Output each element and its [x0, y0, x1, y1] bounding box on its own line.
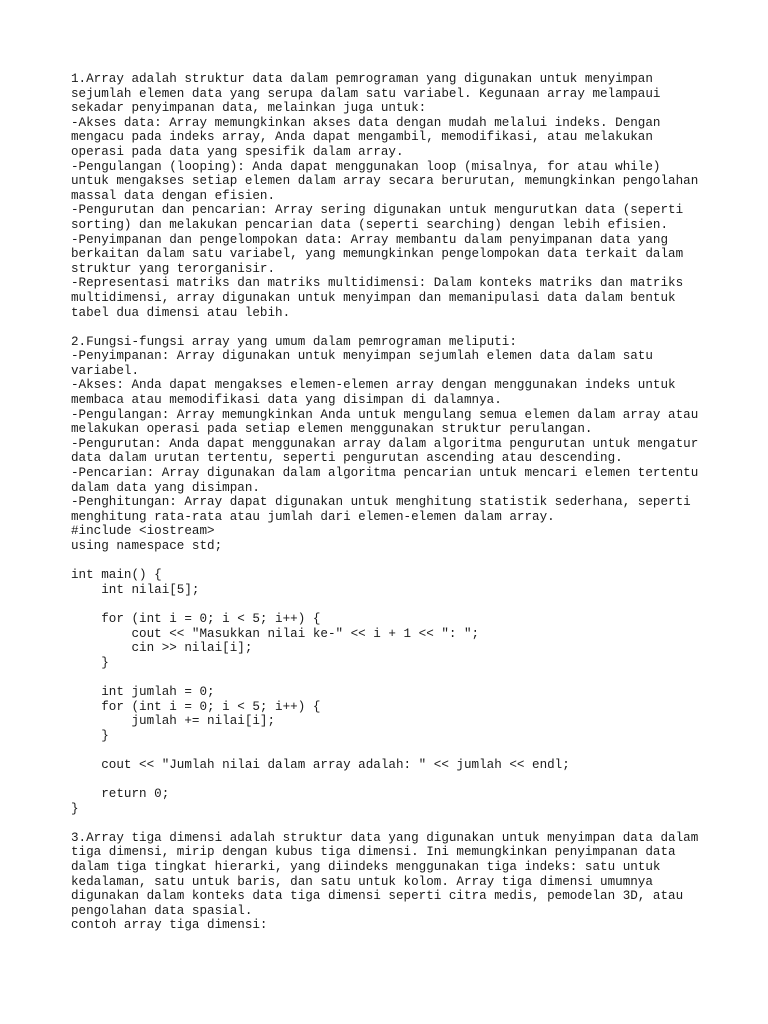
- text-line: cout << "Masukkan nilai ke-" << i + 1 << ": ";: [71, 626, 480, 641]
- text-line: int jumlah = 0;: [71, 684, 215, 699]
- document-page: [71, 72, 711, 933]
- text-line: pengolahan data spasial.: [71, 903, 253, 918]
- text-line: -Penyimpanan: Array digunakan untuk menyimpan sejumlah elemen data dalam satu: [71, 349, 653, 364]
- text-line: [71, 773, 711, 788]
- text-line: [71, 743, 711, 758]
- text-line: for (int i = 0; i < 5; i++) {: [71, 699, 321, 714]
- text-line: for (int i = 0; i < 5; i++) {: [71, 611, 321, 626]
- text-line: variabel.: [71, 363, 140, 378]
- text-line: multidimensi, array digunakan untuk menyimpan dan memanipulasi data dalam bentuk: [71, 290, 676, 305]
- text-line: [71, 670, 711, 685]
- text-line: -Pengulangan: Array memungkinkan Anda untuk mengulang semua elemen dalam array atau: [71, 407, 699, 422]
- text-line: membaca atau memodifikasi data yang disimpan di dalamnya.: [71, 393, 502, 408]
- text-line: sejumlah elemen data yang serupa dalam satu variabel. Kegunaan array melampaui: [71, 86, 661, 101]
- text-line: -Pengurutan dan pencarian: Array sering digunakan untuk mengurutkan data (seperti: [71, 203, 684, 218]
- text-line: 2.Fungsi-fungsi array yang umum dalam pemrograman meliputi:: [71, 334, 517, 349]
- text-line: sorting) dan melakukan pencarian data (seperti searching) dengan lebih efisien.: [71, 217, 669, 232]
- text-line: 1.Array adalah struktur data dalam pemrograman yang digunakan untuk menyimpan: [71, 72, 653, 86]
- text-line: [71, 320, 711, 335]
- text-line: struktur yang terorganisir.: [71, 261, 276, 276]
- text-line: return 0;: [71, 787, 170, 802]
- text-line: melakukan operasi pada setiap elemen menggunakan struktur perulangan.: [71, 422, 593, 437]
- text-line: operasi pada data yang spesifik dalam array.: [71, 144, 404, 159]
- text-line: dalam tiga tingkat hierarki, yang diindeks menggunakan tiga indeks: satu untuk: [71, 860, 661, 875]
- text-line: using namespace std;: [71, 539, 223, 553]
- text-line: -Pencarian: Array digunakan dalam algoritma pencarian untuk mencari elemen tertentu: [71, 466, 699, 481]
- text-line: contoh array tiga dimensi:: [71, 918, 268, 933]
- text-line: int nilai[5];: [71, 582, 200, 597]
- text-line: -Pengulangan (looping): Anda dapat menggunakan loop (misalnya, for atau while): [71, 159, 661, 174]
- text-line: cin >> nilai[i];: [71, 641, 253, 656]
- text-line: cout << "Jumlah nilai dalam array adalah: " << jumlah << endl;: [71, 757, 570, 772]
- text-line: massal data dengan efisien.: [71, 188, 276, 203]
- text-line: jumlah += nilai[i];: [71, 714, 276, 729]
- text-line: sekadar penyimpanan data, melainkan juga untuk:: [71, 101, 427, 116]
- text-line: kedalaman, satu untuk baris, dan satu untuk kolom. Array tiga dimensi umumnya: [71, 874, 653, 889]
- text-line: -Akses data: Array memungkinkan akses data dengan mudah melalui indeks. Dengan: [71, 115, 661, 130]
- text-line: menghitung rata-rata atau jumlah dari elemen-elemen dalam array.: [71, 509, 555, 524]
- text-line: digunakan dalam konteks data tiga dimensi seperti citra medis, pemodelan 3D, atau: [71, 889, 684, 904]
- text-line: -Representasi matriks dan matriks multidimensi: Dalam konteks matriks dan matriks: [71, 276, 684, 291]
- text-line: }: [71, 728, 109, 743]
- text-line: -Penghitungan: Array dapat digunakan untuk menghitung statistik sederhana, seperti: [71, 495, 691, 510]
- text-line: [71, 597, 711, 612]
- text-line: 3.Array tiga dimensi adalah struktur data yang digunakan untuk menyimpan data dalam: [71, 830, 699, 845]
- text-line: -Penyimpanan dan pengelompokan data: Array membantu dalam penyimpanan data yang: [71, 232, 669, 247]
- text-line: #include <iostream>: [71, 524, 215, 539]
- text-line: [71, 816, 711, 831]
- text-line: mengacu pada indeks array, Anda dapat mengambil, memodifikasi, atau melakukan: [71, 130, 653, 145]
- text-line: -Akses: Anda dapat mengakses elemen-elemen array dengan menggunakan indeks untuk: [71, 378, 676, 393]
- text-line: data dalam urutan tertentu, seperti pengurutan ascending atau descending.: [71, 451, 623, 466]
- text-line: }: [71, 801, 79, 816]
- text-line: [71, 554, 711, 569]
- text-line: int main() {: [71, 568, 162, 583]
- text-line: tabel dua dimensi atau lebih.: [71, 305, 291, 320]
- text-line: berkaitan dalam satu variabel, yang memungkinkan pengelompokan data terkait dalam: [71, 247, 684, 262]
- text-line: dalam data yang disimpan.: [71, 480, 260, 495]
- text-line: untuk mengakses setiap elemen dalam array secara berurutan, memungkinkan pengolahan: [71, 174, 699, 189]
- text-line: tiga dimensi, mirip dengan kubus tiga dimensi. Ini memungkinkan penyimpanan data: [71, 845, 676, 860]
- text-line: }: [71, 655, 109, 670]
- text-line: -Pengurutan: Anda dapat menggunakan array dalam algoritma pengurutan untuk mengatur: [71, 436, 699, 451]
